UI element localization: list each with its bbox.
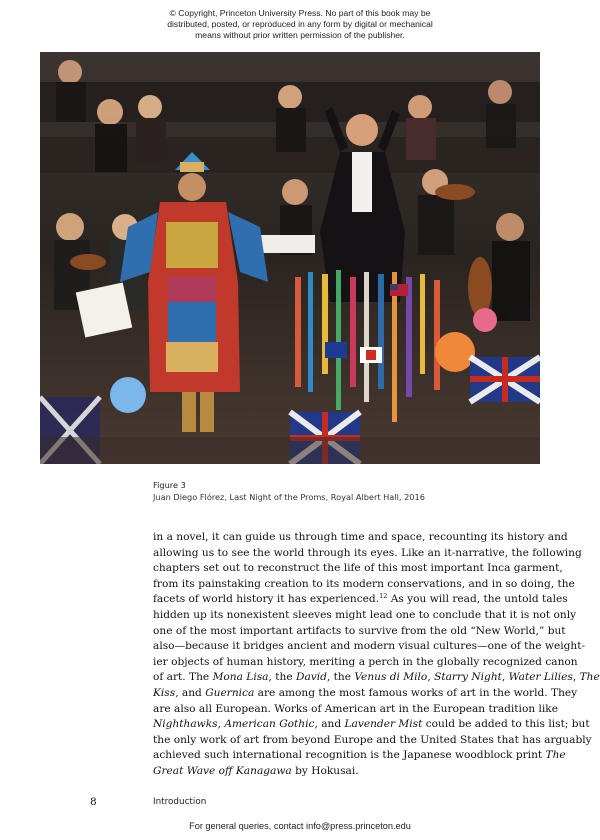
figure-caption-text: Juan Diego Flórez, Last Night of the Proms, Royal Albert Hall, 2016: [153, 492, 425, 502]
body-line: [153, 686, 578, 702]
body-text-span: are among the most famous works of art in the world.: [254, 686, 552, 699]
artwork-title: Venus di Milo: [354, 671, 428, 684]
body-line: also—because it bridges ancient and modern visual cultures—one of the weight-: [153, 640, 586, 653]
body-line: ier objects of human history, meriting a perch in the globally recognized canon: [153, 655, 578, 668]
artwork-title: The: [545, 749, 566, 762]
body-text-span: , and: [314, 718, 345, 731]
body-line: the only work of art from beyond Europe and the United States that has arguably: [153, 733, 592, 746]
artwork-title: Guernica: [205, 686, 255, 699]
page-number: 8: [90, 796, 97, 808]
body-text-span: They: [551, 686, 578, 699]
artwork-title: Mona Lisa: [212, 671, 269, 684]
copyright-line: means without prior written permission of the publisher.: [195, 30, 405, 40]
copyright-line: distributed, posted, or reproduced in any form by digital or mechanical: [167, 19, 433, 29]
body-text-span: by Hokusai.: [291, 764, 359, 777]
body-text-span: As you will read, the untold tales: [387, 593, 568, 606]
body-line: [153, 748, 566, 764]
artwork-title: Water Lilies: [508, 671, 573, 684]
body-text-span: could be added to this list; but: [425, 718, 590, 731]
artwork-title: David: [295, 671, 327, 684]
artwork-title: Nighthawks: [153, 718, 218, 731]
body-text-span: , the: [326, 671, 355, 684]
concert-photo-illustration: [40, 52, 540, 464]
body-text-span: , the: [268, 671, 296, 684]
artwork-title: Great Wave off Kanagawa: [153, 764, 292, 777]
copyright-line: © Copyright, Princeton University Press. No part of this book may be: [169, 8, 431, 18]
figure-caption: [153, 479, 425, 503]
body-line: hidden up its nonexistent sleeves might lead one to conclude that it is not only: [153, 608, 577, 621]
body-line: one of the most important artifacts to survive from the old “New World,” but: [153, 624, 566, 637]
body-text-span: of art. The: [153, 671, 213, 684]
footer-contact: For general queries, contact info@press.princeton.edu: [189, 821, 411, 831]
body-text-span: ,: [572, 671, 580, 684]
figure-label: Figure 3: [153, 480, 186, 490]
body-text: [153, 530, 600, 780]
body-line: are also all European. Works of American art in the European tradition like: [153, 702, 558, 715]
figure-photo: [40, 52, 540, 464]
body-text-span: achieved such international recognition is the Japanese woodblock print: [153, 749, 546, 762]
artwork-title: The: [579, 671, 600, 684]
body-text-span: , and: [175, 686, 206, 699]
body-line: allowing us to see the world through its eyes. Like an it-narrative, the following: [153, 546, 582, 559]
body-line: [153, 717, 590, 733]
body-line: in a novel, it can guide us through time and space, recounting its history and: [153, 531, 568, 543]
copyright-notice: [0, 8, 600, 41]
artwork-title: Starry Night: [434, 671, 502, 684]
running-head: Introduction: [153, 797, 207, 807]
endnote-marker[interactable]: 12: [379, 592, 388, 601]
body-line: from its painstaking creation to its modern conservations, and in so doing, the: [153, 577, 575, 590]
artwork-title: Kiss: [153, 686, 176, 699]
body-line: [153, 592, 568, 608]
body-line: [153, 764, 541, 780]
body-text-span: ,: [501, 671, 509, 684]
body-text-span: facets of world history it has experienced.: [153, 593, 380, 606]
body-line: [153, 670, 600, 686]
artwork-title: American Gothic: [224, 718, 315, 731]
body-text-span: ,: [217, 718, 225, 731]
body-text-span: ,: [427, 671, 435, 684]
body-line: chapters set out to reconstruct the life of this most important Inca garment,: [153, 562, 563, 575]
artwork-title: Lavender Mist: [344, 718, 423, 731]
